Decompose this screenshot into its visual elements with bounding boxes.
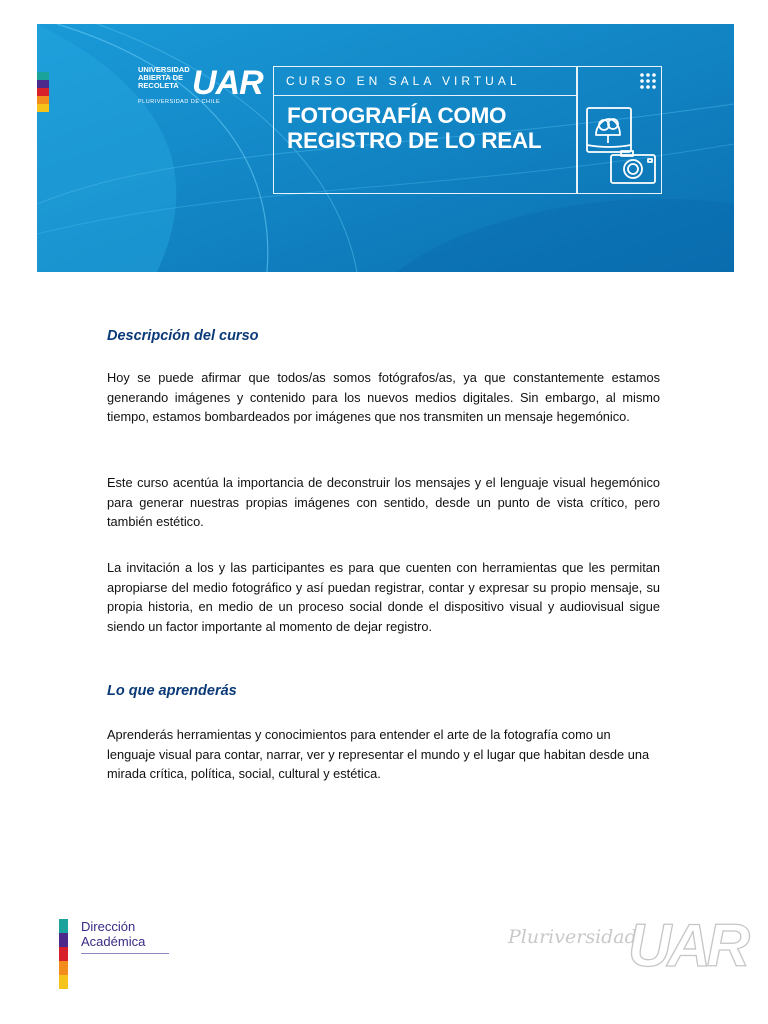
logo-line-2: ABIERTA DE (138, 73, 183, 82)
stripe-yellow (37, 104, 49, 112)
department-underline (81, 953, 169, 954)
stripe-teal (37, 72, 49, 80)
pluriversidad-watermark: Pluriversidad (508, 926, 637, 948)
stripe-purple (37, 80, 49, 88)
course-title: FOTOGRAFÍA COMO REGISTRO DE LO REAL (287, 103, 542, 153)
footer-stripe-orange (59, 961, 68, 975)
academic-direction-label (81, 919, 145, 949)
footer-stripe-purple (59, 933, 68, 947)
course-title-box (273, 66, 662, 194)
course-modality: CURSO EN SALA VIRTUAL (274, 67, 576, 96)
grid-dots-icon (639, 72, 657, 90)
stripe-red (37, 88, 49, 96)
brand-color-stripes (37, 72, 49, 112)
section-title-learning: Lo que aprenderás (107, 683, 237, 699)
uar-logo-name (138, 66, 190, 90)
logo-line-3: RECOLETA (138, 81, 179, 90)
uar-watermark-logo: UAR (628, 912, 746, 979)
learning-paragraph: Aprenderás herramientas y conocimientos para entender el arte de la fotografía como un lenguaje visual para contar, narrar, ver y representar el mundo y el lugar que habitan desde una mirada crítica, política, social, cultural y estética. (107, 727, 650, 781)
department-line-2: Académica (81, 934, 146, 949)
footer-color-stripes (59, 919, 68, 989)
footer-stripe-yellow (59, 975, 68, 989)
description-paragraph-3: La invitación a los y las participantes es para que cuenten con herramientas que les permitan apropiarse del medio fotográfico y así puedan registrar, contar y expresar su propio mensaje, su propia historia, en medio de un proceso social donde el dispositivo visual y audiovisual sigue siendo un factor importante al momento de dejar registro. (107, 560, 660, 634)
footer-stripe-teal (59, 919, 68, 933)
uar-logo-subtitle: PLURIVERSIDAD DE CHILE (138, 99, 221, 105)
course-box-divider (576, 67, 578, 193)
uar-logo (138, 64, 263, 108)
photo-camera-icon (584, 105, 660, 185)
logo-line-1: UNIVERSIDAD (138, 65, 190, 74)
footer-stripe-red (59, 947, 68, 961)
section-title-description: Descripción del curso (107, 328, 259, 344)
description-paragraph-1: Hoy se puede afirmar que todos/as somos fotógrafos/as, ya que constantemente estamos generando imágenes y contenido para los nuevos medios digitales. Sin embargo, al mismo tiempo, estamos bombardeados por imágenes que nos transmiten un mensaje hegemónico. (107, 370, 660, 424)
description-paragraph-2: Este curso acentúa la importancia de deconstruir los mensajes y el lenguaje visual hegemónico para generar nuestras propias imágenes con sentido, desde un punto de vista crítico, pero también estético. (107, 475, 660, 529)
uar-logo-mark: UAR (192, 64, 263, 102)
department-line-1: Dirección (81, 919, 136, 934)
stripe-orange (37, 96, 49, 104)
